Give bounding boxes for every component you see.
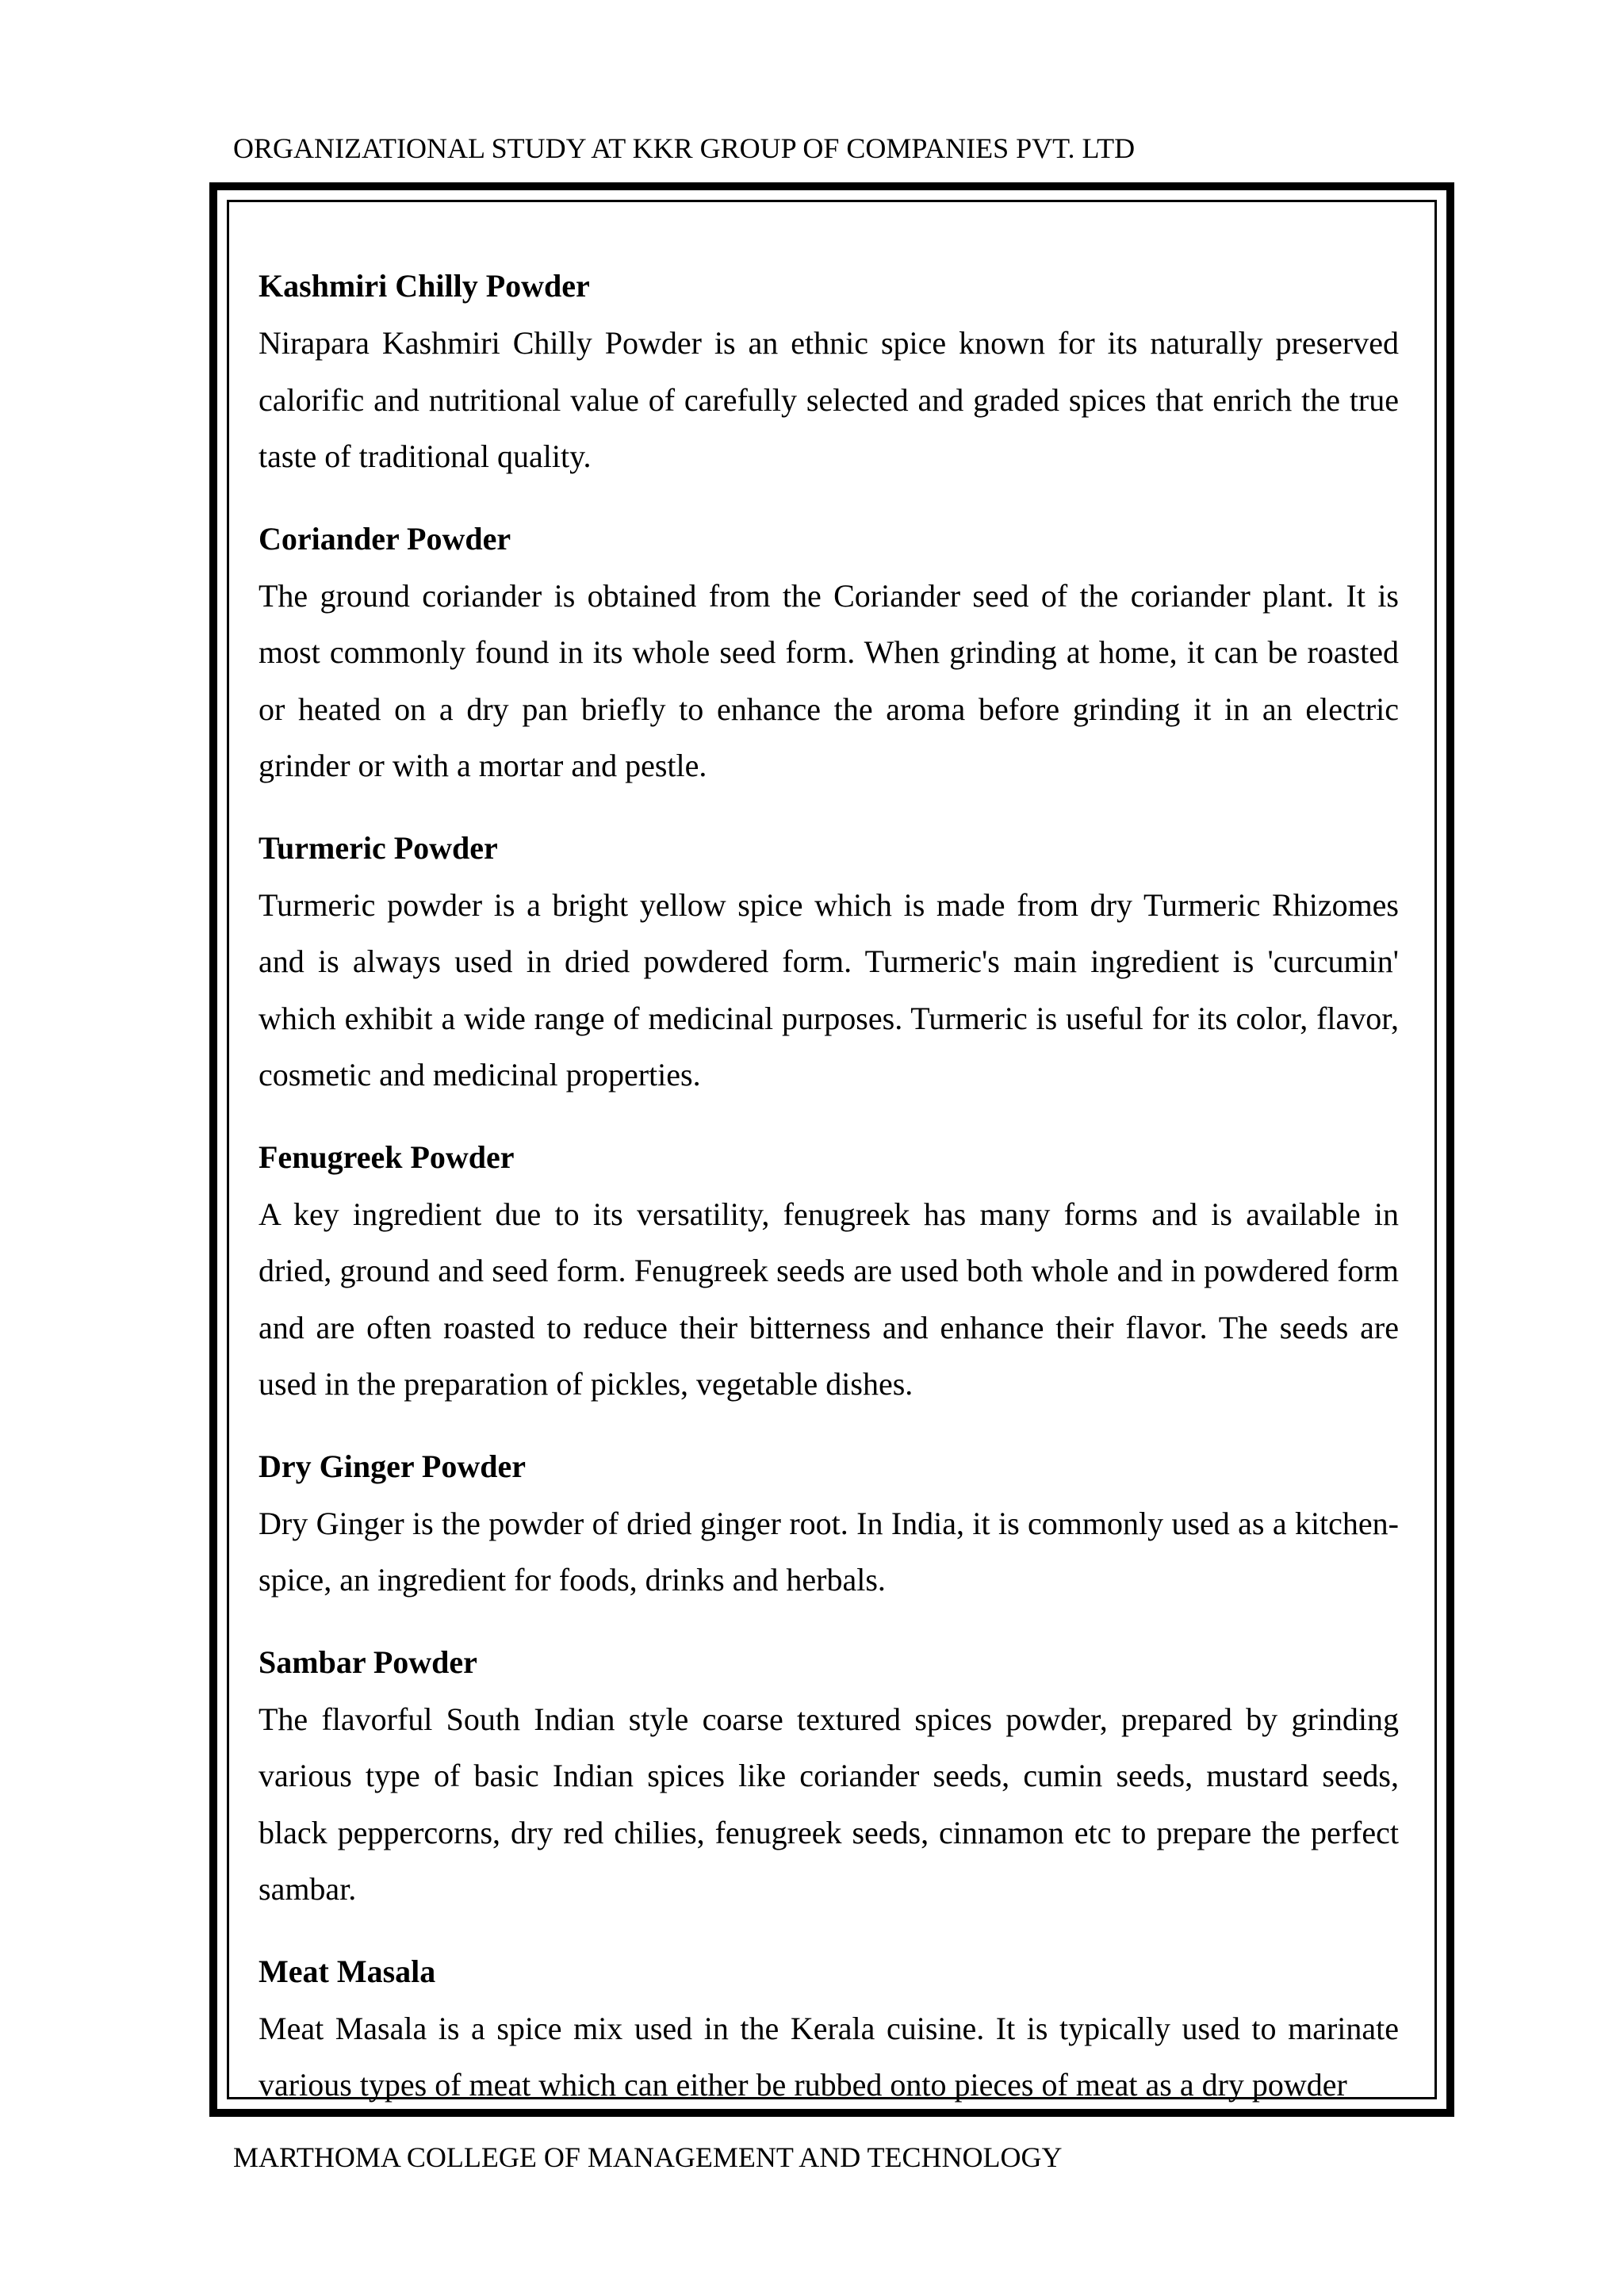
section-body: The flavorful South Indian style coarse textured spices powder, prepared by grinding various type of basic Indian spices like coriander seeds, cumin seeds, mustard seeds, black peppercorns, dry red chilies, fenugreek seeds, cinnamon etc to prepare the perfect sambar.: [259, 1701, 1399, 1907]
section-coriander-powder: [259, 511, 1399, 794]
section-body: The ground coriander is obtained from the Coriander seed of the coriander plant. It is most commonly found in its whole seed form. When grinding at home, it can be roasted or heated on a dry pan briefly to enhance the aroma before grinding it in an electric grinder or with a mortar and pestle.: [259, 577, 1399, 783]
section-meat-masala: [259, 1943, 1399, 2114]
section-dry-ginger-powder: [259, 1438, 1399, 1609]
page-footer: MARTHOMA COLLEGE OF MANAGEMENT AND TECHNOLOGY: [233, 2141, 1063, 2173]
section-title: Coriander Powder: [259, 520, 511, 557]
section-sambar-powder: [259, 1634, 1399, 1918]
section-body: Meat Masala is a spice mix used in the Kerala cuisine. It is typically used to marinate various types of meat which can either be rubbed onto pieces of meat as a dry powder: [259, 2010, 1399, 2103]
section-title: Sambar Powder: [259, 1644, 477, 1680]
section-title: Dry Ginger Powder: [259, 1448, 526, 1484]
section-title: Kashmiri Chilly Powder: [259, 268, 590, 304]
section-body: Dry Ginger is the powder of dried ginger root. In India, it is commonly used as a kitchen-spice, an ingredient for foods, drinks and herbals.: [259, 1505, 1399, 1598]
section-title: Fenugreek Powder: [259, 1138, 515, 1175]
section-title: Meat Masala: [259, 1953, 436, 1989]
page-content: [259, 258, 1399, 2139]
section-body: Turmeric powder is a bright yellow spice which is made from dry Turmeric Rhizomes and is always used in dried powdered form. Turmeric's main ingredient is 'curcumin' which exhibit a wide range of medicinal purposes. Turmeric is useful for its color, flavor, cosmetic and medicinal properties.: [259, 886, 1399, 1093]
section-fenugreek-powder: [259, 1129, 1399, 1413]
section-title: Turmeric Powder: [259, 829, 498, 866]
page-header: ORGANIZATIONAL STUDY AT KKR GROUP OF COMPANIES PVT. LTD: [233, 132, 1136, 164]
section-turmeric-powder: [259, 820, 1399, 1104]
section-kashmiri-chilly-powder: [259, 258, 1399, 485]
section-body: Nirapara Kashmiri Chilly Powder is an ethnic spice known for its naturally preserved calorific and nutritional value of carefully selected and graded spices that enrich the true taste of traditional quality.: [259, 325, 1399, 474]
section-body: A key ingredient due to its versatility, fenugreek has many forms and is available in dried, ground and seed form. Fenugreek seeds are used both whole and in powdered form and are often roasted to reduce their bitterness and enhance their flavor. The seeds are used in the preparation of pickles, vegetable dishes.: [259, 1196, 1399, 1402]
